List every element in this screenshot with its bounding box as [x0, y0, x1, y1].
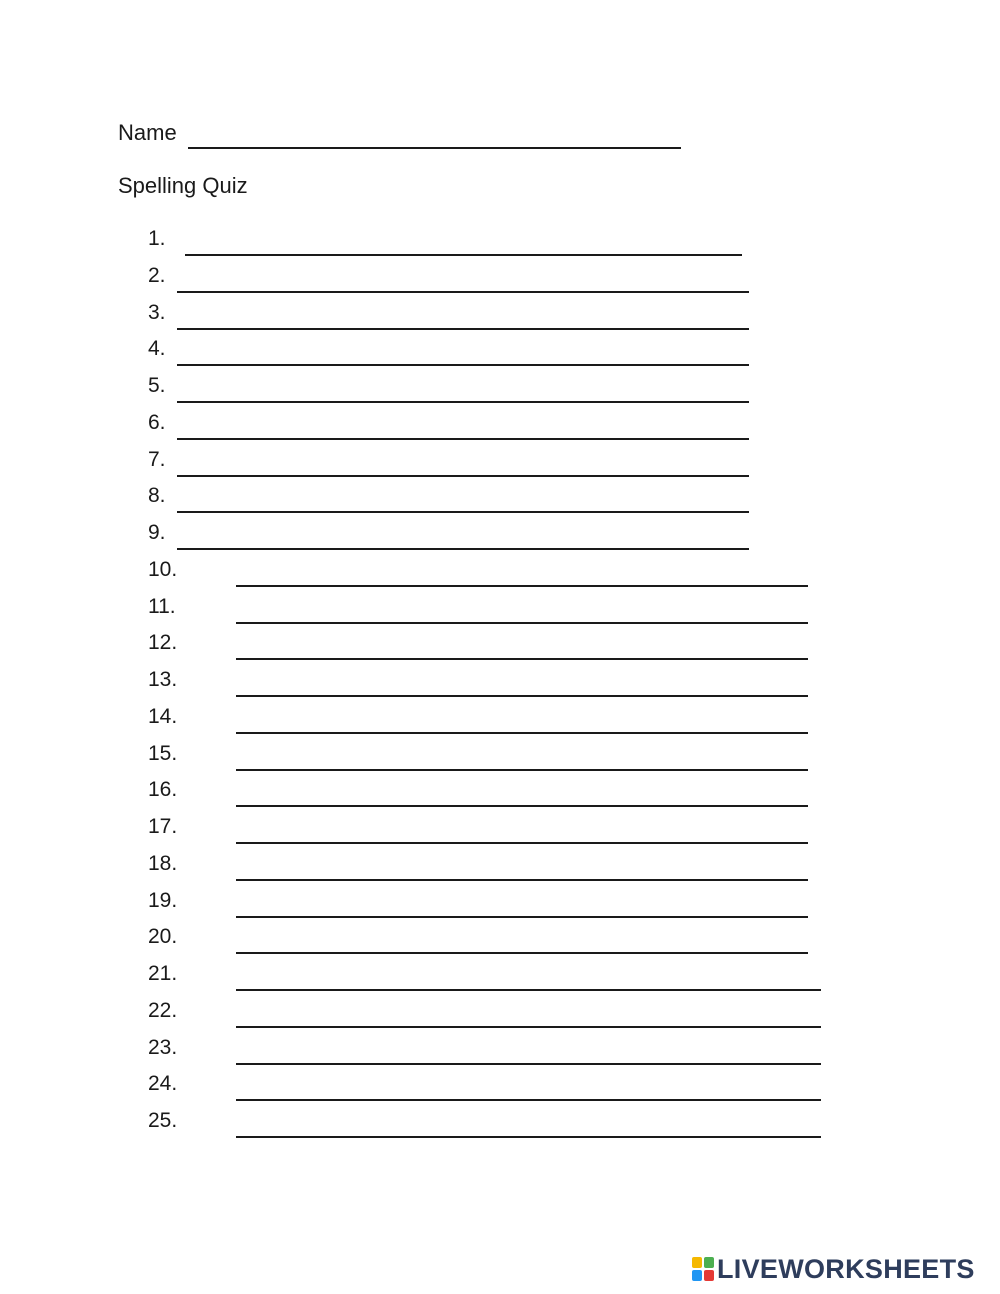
answer-line[interactable]	[236, 732, 808, 734]
item-number: 16.	[148, 778, 178, 802]
item-number: 13.	[148, 668, 178, 691]
item-number: 9.	[148, 521, 166, 544]
item-number: 18.	[148, 851, 178, 875]
item-number: 3.	[148, 300, 166, 324]
answer-line[interactable]	[236, 952, 808, 954]
list-item	[0, 742, 1000, 772]
item-number: 21.	[148, 962, 178, 985]
list-item	[0, 852, 1000, 882]
answer-line[interactable]	[236, 769, 808, 771]
list-item	[0, 484, 1000, 514]
list-item	[0, 815, 1000, 845]
name-label: Name	[118, 120, 177, 145]
answer-line[interactable]	[236, 1063, 821, 1065]
list-item	[0, 889, 1000, 919]
answer-line[interactable]	[185, 254, 742, 256]
item-number: 1.	[148, 227, 166, 250]
list-item	[0, 999, 1000, 1029]
liveworksheets-logo	[692, 1254, 975, 1284]
list-item	[0, 337, 1000, 367]
brand-name: LIVEWORKSHEETS	[717, 1253, 975, 1284]
answer-line[interactable]	[236, 1136, 821, 1138]
item-number: 4.	[148, 337, 166, 361]
list-item	[0, 1036, 1000, 1066]
answer-line[interactable]	[177, 438, 749, 440]
list-item	[0, 1072, 1000, 1102]
logo-mark-icon	[692, 1257, 714, 1281]
list-item	[0, 521, 1000, 551]
list-item	[0, 962, 1000, 992]
answer-line[interactable]	[236, 805, 808, 807]
item-number: 25.	[148, 1109, 178, 1132]
list-item	[0, 631, 1000, 661]
list-item	[0, 668, 1000, 698]
answer-line[interactable]	[236, 842, 808, 844]
list-item	[0, 411, 1000, 441]
item-number: 23.	[148, 1035, 178, 1059]
list-item	[0, 705, 1000, 735]
item-number: 2.	[148, 263, 166, 287]
item-number: 20.	[148, 925, 178, 949]
answer-line[interactable]	[177, 291, 749, 293]
page-title: Spelling Quiz	[118, 173, 248, 198]
item-number: 6.	[148, 410, 166, 434]
answer-line[interactable]	[177, 511, 749, 513]
list-item	[0, 925, 1000, 955]
item-number: 5.	[148, 374, 166, 397]
answer-line[interactable]	[177, 328, 749, 330]
answer-line[interactable]	[236, 585, 808, 587]
answer-line[interactable]	[236, 916, 808, 918]
item-number: 22.	[148, 998, 178, 1022]
answer-line[interactable]	[236, 622, 808, 624]
answer-line[interactable]	[236, 695, 808, 697]
answer-line[interactable]	[236, 989, 821, 991]
answer-line[interactable]	[177, 401, 749, 403]
list-item	[0, 301, 1000, 331]
answer-line[interactable]	[236, 658, 808, 660]
item-number: 12.	[148, 631, 178, 655]
list-item	[0, 558, 1000, 588]
item-number: 11.	[148, 594, 176, 618]
answer-line[interactable]	[236, 1026, 821, 1028]
item-number: 19.	[148, 888, 178, 912]
item-number: 8.	[148, 484, 166, 508]
answer-line[interactable]	[177, 364, 749, 366]
list-item	[0, 374, 1000, 404]
list-item	[0, 595, 1000, 625]
answer-line[interactable]	[236, 1099, 821, 1101]
item-number: 17.	[148, 815, 178, 838]
list-item	[0, 264, 1000, 294]
item-number: 10.	[148, 557, 178, 581]
item-number: 24.	[148, 1072, 178, 1096]
list-item	[0, 448, 1000, 478]
item-number: 7.	[148, 447, 166, 471]
item-number: 15.	[148, 741, 178, 765]
answer-line[interactable]	[177, 548, 749, 550]
answer-line[interactable]	[236, 879, 808, 881]
list-item	[0, 1109, 1000, 1139]
list-item	[0, 778, 1000, 808]
answer-line[interactable]	[177, 475, 749, 477]
list-item	[0, 227, 1000, 257]
item-number: 14.	[148, 704, 178, 728]
